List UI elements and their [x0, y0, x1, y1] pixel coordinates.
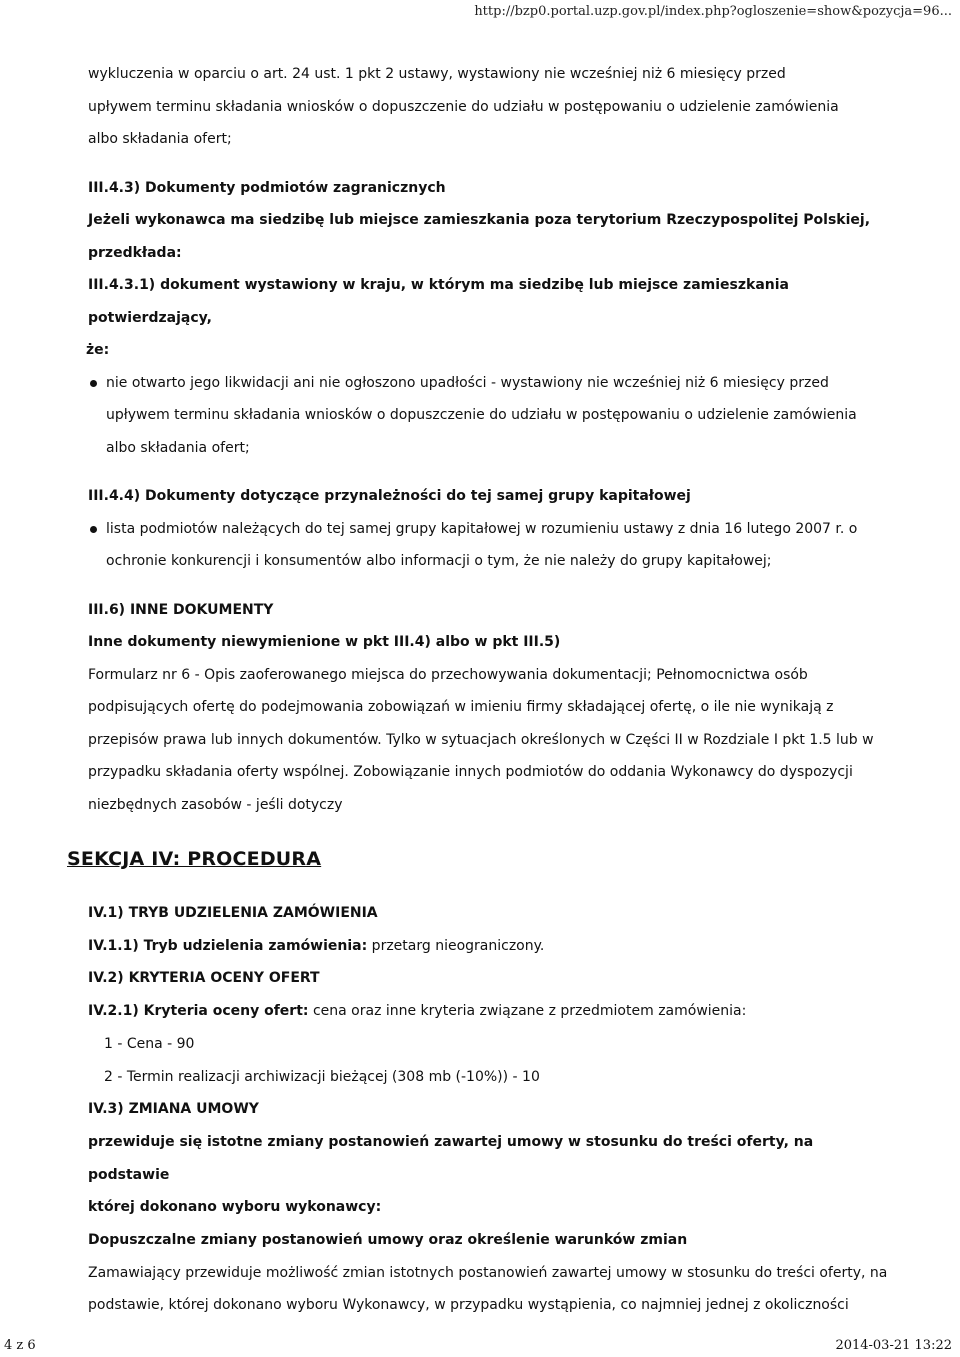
- bullet1-line-1: nie otwarto jego likwidacji ani nie ogłoszono upadłości - wystawiony nie wcześniej niż 6 miesięcy przed: [106, 374, 829, 391]
- criterion-1: 1 - Cena - 90: [104, 1035, 195, 1052]
- page-number: 4 z 6: [4, 1338, 36, 1353]
- page-url-header: http://bzp0.portal.uzp.gov.pl/index.php?ogloszenie=show&pozycja=96...: [474, 4, 952, 19]
- bullet2-line-1: lista podmiotów należących do tej samej grupy kapitałowej w rozumieniu ustawy z dnia 16 lutego 2007 r. o: [106, 520, 858, 537]
- other-docs-line-3: przepisów prawa lub innych dokumentów. Tylko w sytuacjach określonych w Części II w Rozdziale I pkt 1.5 lub w: [88, 731, 874, 748]
- heading-iv-1-1: [88, 930, 888, 963]
- heading-iv-3: IV.3) ZMIANA UMOWY: [88, 1101, 259, 1118]
- other-docs-line-1: Formularz nr 6 - Opis zaoferowanego miejsca do przechowywania dokumentacji; Pełnomocnictwa osób: [88, 666, 808, 683]
- heading-iii-4-3-1-line-2: że:: [86, 342, 110, 358]
- document-body: [88, 58, 888, 821]
- section-iv-title: SEKCJA IV: PROCEDURA: [67, 848, 322, 870]
- heading-iii-4-4: III.4.4) Dokumenty dotyczące przynależności do tej samej grupy kapitałowej: [88, 488, 691, 504]
- bullet-list-2: [88, 513, 888, 578]
- heading-iv-3-changes: Dopuszczalne zmiany postanowień umowy oraz określenie warunków zmian: [88, 1232, 688, 1249]
- heading-iv-3-sub-2: której dokonano wyboru wykonawcy:: [88, 1199, 382, 1216]
- tryb-value: przetarg nieograniczony.: [367, 937, 545, 954]
- intro-line-3: albo składania ofert;: [88, 131, 232, 147]
- tryb-label: IV.1.1) Tryb udzielenia zamówienia:: [88, 937, 368, 954]
- heading-iii-4-3-sub-2: przedkłada:: [88, 244, 182, 261]
- kryteria-value: cena oraz inne kryteria związane z przedmiotem zamówienia:: [308, 1003, 747, 1020]
- criterion-2: 2 - Termin realizacji archiwizacji bieżącej (308 mb (-10%)) - 10: [104, 1068, 540, 1085]
- other-docs-line-2: podpisujących ofertę do podejmowania zobowiązań w imieniu firmy składającej ofertę, o ile nie wynikają z: [88, 699, 834, 715]
- heading-iv-3-sub-1: przewiduje się istotne zmiany postanowień zawartej umowy w stosunku do treści oferty, na podstawie: [88, 1133, 814, 1183]
- heading-iv-1: IV.1) TRYB UDZIELENIA ZAMÓWIENIA: [88, 905, 378, 921]
- list-item: [106, 513, 888, 578]
- changes-line-1: Zamawiający przewiduje możliwość zmian istotnych postanowień zawartej umowy w stosunku do treści oferty, na: [88, 1264, 888, 1281]
- heading-iii-4-3-sub-1: Jeżeli wykonawca ma siedzibę lub miejsce zamieszkania poza terytorium Rzeczypospolitej Polskiej,: [88, 212, 871, 228]
- section-iv-body: [88, 897, 888, 1322]
- intro-line-2: upływem terminu składania wniosków o dopuszczenie do udziału w postępowaniu o udzielenie zamówienia: [88, 98, 839, 115]
- bullet2-line-2: ochronie konkurencji i konsumentów albo informacji o tym, że nie należy do grupy kapitałowej;: [106, 553, 772, 569]
- bullet1-line-3: albo składania ofert;: [106, 439, 250, 456]
- heading-iii-6-sub: Inne dokumenty niewymienione w pkt III.4) albo w pkt III.5): [88, 634, 561, 650]
- heading-iii-4-3: III.4.3) Dokumenty podmiotów zagranicznych: [88, 179, 446, 196]
- other-docs-line-4: przypadku składania oferty wspólnej. Zobowiązanie innych podmiotów do oddania Wykonawcy do dyspozycji: [88, 764, 853, 780]
- other-docs-line-5: niezbędnych zasobów - jeśli dotyczy: [88, 796, 343, 813]
- heading-iii-6: III.6) INNE DOKUMENTY: [88, 601, 274, 618]
- intro-line-1: wykluczenia w oparciu o art. 24 ust. 1 pkt 2 ustawy, wystawiony nie wcześniej niż 6 miesięcy przed: [88, 66, 786, 82]
- kryteria-label: IV.2.1) Kryteria oceny ofert:: [88, 1003, 309, 1020]
- print-datetime: 2014-03-21 13:22: [835, 1338, 952, 1353]
- heading-iii-4-3-1-line-1: III.4.3.1) dokument wystawiony w kraju, w którym ma siedzibę lub miejsce zamieszkania potwierdzający,: [88, 277, 789, 326]
- heading-iv-2-1: [88, 995, 888, 1028]
- bullet-list-1: [88, 367, 888, 465]
- changes-line-2: podstawie, której dokonano wyboru Wykonawcy, w przypadku wystąpienia, co najmniej jednej z okoliczności: [88, 1297, 849, 1314]
- heading-iv-2: IV.2) KRYTERIA OCENY OFERT: [88, 970, 320, 987]
- list-item: [106, 367, 888, 465]
- bullet1-line-2: upływem terminu składania wniosków o dopuszczenie do udziału w postępowaniu o udzielenie zamówienia: [106, 407, 857, 423]
